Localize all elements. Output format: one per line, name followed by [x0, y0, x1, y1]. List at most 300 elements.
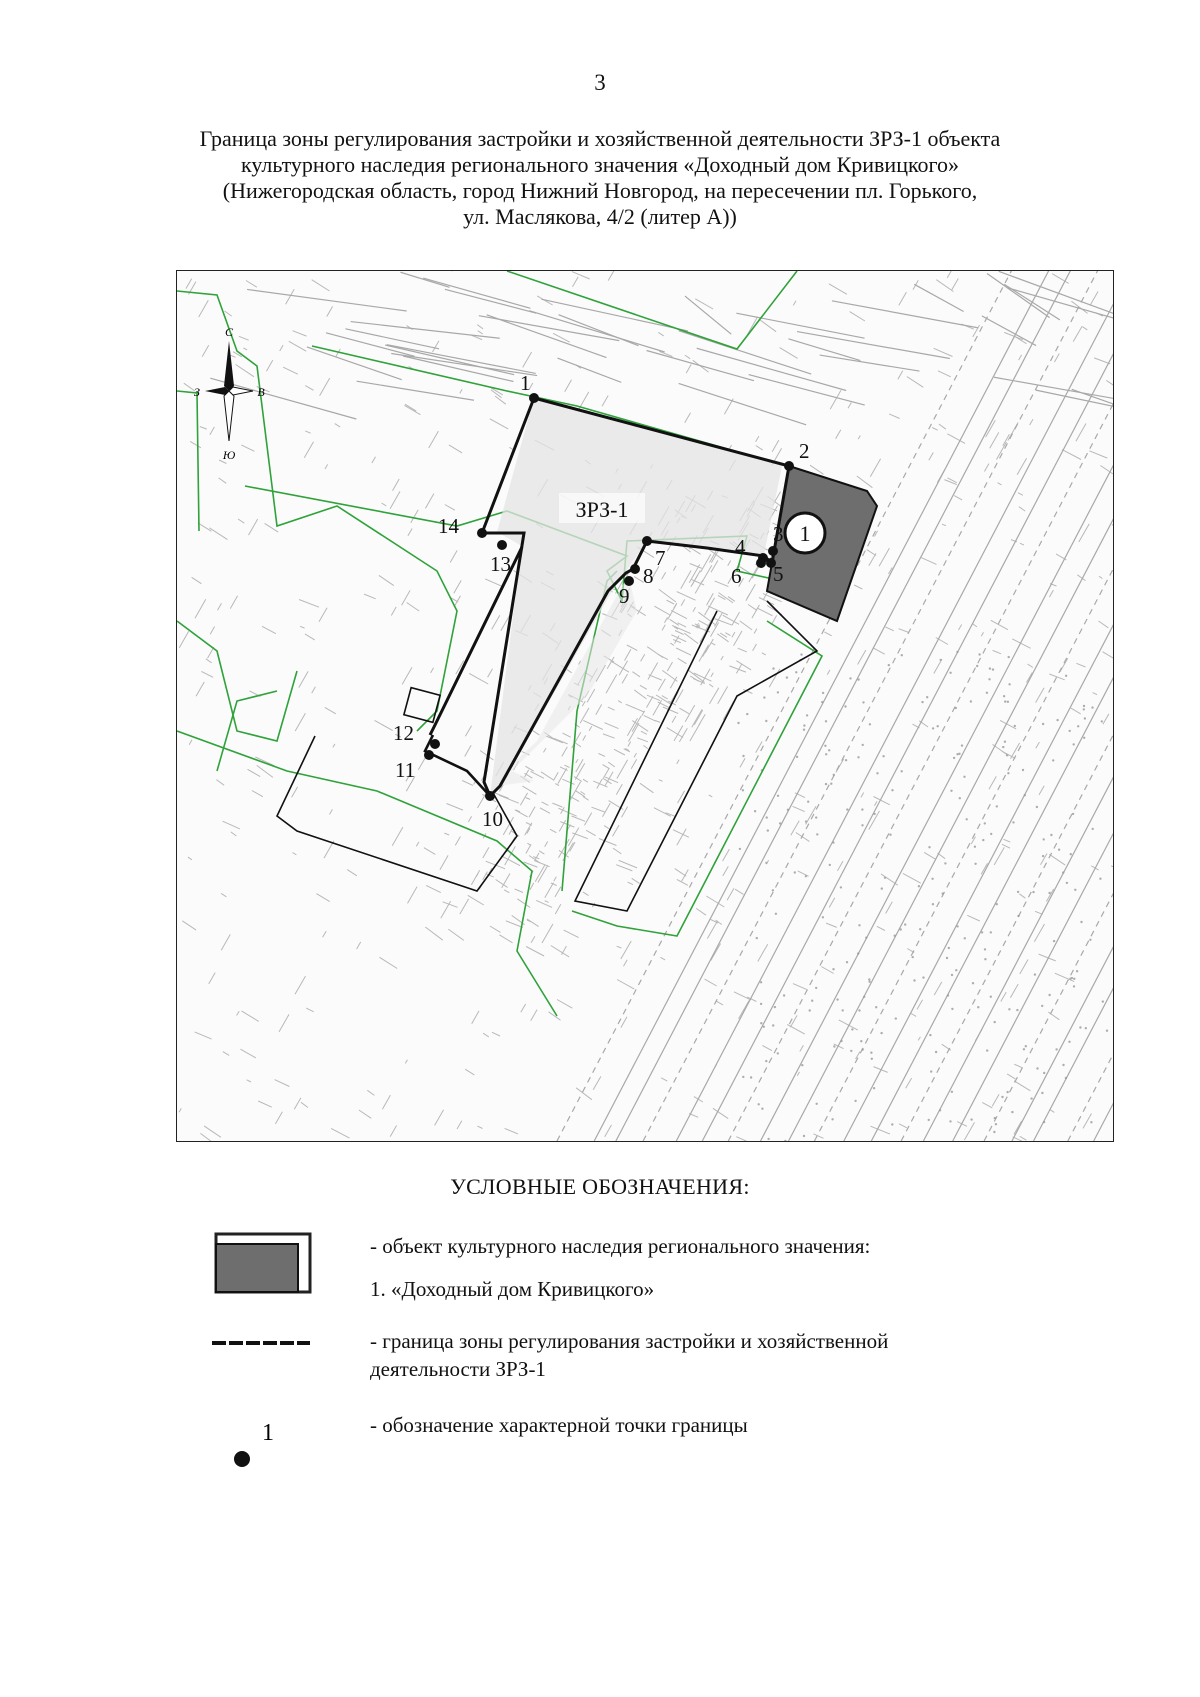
survey-stroke: [258, 1101, 272, 1107]
survey-stroke: [499, 935, 512, 943]
survey-stroke: [707, 593, 714, 605]
survey-stroke: [300, 626, 305, 628]
survey-stroke: [1039, 786, 1044, 795]
boundary-point-label: 3: [773, 522, 784, 546]
survey-dot: [977, 1006, 979, 1008]
survey-stroke: [1001, 992, 1006, 1001]
survey-stroke: [655, 606, 671, 615]
survey-stroke: [631, 759, 637, 769]
survey-stroke: [762, 653, 766, 655]
survey-stroke: [521, 1004, 526, 1012]
survey-stroke: [877, 926, 885, 930]
survey-dot: [1058, 849, 1060, 851]
survey-dot: [1089, 939, 1091, 941]
legend-line: деятельности ЗРЗ-1: [370, 1357, 546, 1381]
survey-dot: [832, 841, 834, 843]
survey-dot: [816, 833, 818, 835]
survey-stroke: [182, 921, 196, 930]
survey-dot: [1007, 701, 1009, 703]
survey-stroke: [405, 404, 416, 411]
survey-stroke: [416, 842, 419, 847]
survey-stroke: [1010, 984, 1018, 998]
survey-dot: [1001, 1096, 1003, 1098]
survey-stroke: [295, 713, 305, 731]
survey-stroke: [1019, 355, 1022, 360]
survey-dot: [1017, 915, 1019, 917]
survey-stroke: [599, 839, 617, 846]
survey-stroke: [179, 1108, 181, 1112]
survey-stroke: [910, 1013, 916, 1016]
survey-stroke: [667, 662, 672, 671]
survey-stroke: [1020, 543, 1024, 545]
survey-stroke: [465, 1069, 474, 1075]
survey-stroke: [223, 821, 240, 829]
boundary-point-label: 14: [438, 514, 459, 538]
survey-stroke: [540, 808, 550, 814]
survey-stroke: [565, 380, 572, 392]
survey-dot: [1053, 940, 1055, 942]
survey-dot: [974, 863, 976, 865]
survey-stroke: [209, 973, 216, 984]
survey-stroke: [643, 745, 647, 748]
survey-dot: [996, 903, 998, 905]
survey-stroke: [653, 700, 662, 715]
survey-stroke: [405, 1060, 407, 1064]
survey-dot: [1025, 1045, 1027, 1047]
survey-dot: [794, 871, 796, 873]
survey-dot: [842, 1009, 844, 1011]
survey-line: [541, 299, 687, 331]
survey-dot: [858, 1009, 860, 1011]
survey-dot: [805, 875, 807, 877]
survey-dot: [1085, 1027, 1087, 1029]
survey-stroke: [613, 825, 620, 836]
survey-dot: [1016, 1009, 1018, 1011]
survey-stroke: [559, 839, 570, 858]
survey-stroke: [1050, 854, 1066, 865]
survey-stroke: [640, 685, 647, 689]
survey-dot: [784, 1140, 786, 1141]
survey-dot: [953, 757, 955, 759]
survey-dot: [1043, 1121, 1045, 1123]
survey-stroke: [719, 593, 733, 603]
survey-stroke: [973, 624, 977, 627]
survey-stroke: [690, 564, 702, 569]
survey-dot: [1083, 737, 1085, 739]
object-number: 1: [799, 521, 811, 546]
survey-stroke: [1008, 423, 1018, 441]
survey-line: [445, 289, 536, 313]
survey-dot: [942, 892, 944, 894]
survey-dot: [1084, 717, 1086, 719]
survey-stroke: [718, 595, 726, 599]
survey-dot: [889, 834, 891, 836]
survey-dot: [742, 755, 744, 757]
legend-line: - обозначение характерной точки границы: [370, 1413, 748, 1437]
survey-dot: [1048, 892, 1050, 894]
survey-dot: [1006, 1091, 1008, 1093]
survey-dot: [766, 816, 768, 818]
survey-stroke: [921, 558, 936, 565]
survey-line: [914, 284, 963, 311]
survey-stroke: [557, 1000, 572, 1009]
survey-stroke: [546, 736, 563, 743]
survey-dot: [772, 889, 774, 891]
survey-stroke: [364, 594, 376, 599]
survey-stroke: [325, 707, 336, 713]
survey-stroke: [499, 795, 519, 803]
green-boundary: [177, 391, 199, 531]
survey-dot: [882, 755, 884, 757]
survey-stroke: [929, 453, 934, 461]
survey-stroke: [709, 684, 713, 687]
survey-dot: [760, 1022, 762, 1024]
survey-stroke: [659, 780, 663, 782]
survey-stroke: [485, 579, 504, 587]
survey-dot: [868, 981, 870, 983]
survey-dot: [984, 958, 986, 960]
survey-line: [400, 272, 449, 287]
survey-stroke: [286, 289, 295, 304]
survey-stroke: [392, 827, 403, 846]
survey-stroke: [625, 649, 631, 660]
survey-stroke: [981, 632, 983, 636]
zrz1-zone: [490, 398, 782, 796]
survey-dot: [1076, 970, 1078, 972]
survey-dot: [976, 665, 978, 667]
survey-stroke: [658, 679, 665, 691]
survey-dot: [816, 1103, 818, 1105]
survey-stroke: [705, 617, 714, 632]
survey-stroke: [617, 946, 622, 948]
survey-stroke: [959, 625, 962, 631]
survey-stroke: [583, 720, 603, 729]
survey-stroke: [231, 832, 237, 836]
survey-stroke: [223, 1052, 229, 1056]
survey-stroke: [196, 682, 204, 696]
survey-stroke: [530, 883, 534, 890]
survey-dot: [993, 1131, 995, 1133]
survey-dot: [880, 1032, 882, 1034]
survey-stroke: [201, 671, 213, 677]
survey-stroke: [626, 704, 644, 712]
survey-stroke: [402, 590, 411, 605]
survey-line: [391, 354, 537, 376]
survey-stroke: [390, 491, 400, 508]
survey-stroke: [1014, 1081, 1030, 1091]
survey-stroke: [359, 1110, 371, 1118]
survey-dot: [786, 676, 788, 678]
survey-dot: [1073, 978, 1075, 980]
survey-stroke: [772, 615, 777, 624]
survey-dot: [1083, 705, 1085, 707]
survey-stroke: [644, 715, 656, 721]
survey-stroke: [932, 428, 938, 431]
survey-stroke: [483, 1033, 489, 1037]
survey-stroke: [238, 519, 244, 523]
survey-stroke: [746, 584, 755, 601]
survey-stroke: [836, 430, 841, 439]
survey-stroke: [525, 766, 534, 771]
survey-stroke: [869, 553, 876, 565]
survey-stroke: [379, 575, 394, 585]
survey-stroke: [468, 895, 484, 905]
survey-stroke: [937, 470, 944, 483]
survey-stroke: [375, 720, 393, 730]
survey-stroke: [634, 690, 646, 699]
boundary-point: [430, 739, 440, 749]
survey-line: [797, 332, 950, 359]
survey-stroke: [898, 371, 903, 380]
survey-stroke: [797, 1072, 799, 1076]
survey-dot: [956, 753, 958, 755]
survey-stroke: [934, 348, 953, 356]
survey-stroke: [942, 1044, 951, 1050]
survey-stroke: [526, 947, 544, 957]
survey-dot: [935, 1051, 937, 1053]
boundary-point: [497, 540, 507, 550]
survey-line: [557, 358, 621, 382]
survey-stroke: [262, 626, 276, 633]
survey-line: [982, 316, 1036, 346]
survey-dot: [873, 1087, 875, 1089]
survey-stroke: [632, 716, 641, 732]
survey-dot: [861, 824, 863, 826]
survey-dot: [931, 878, 933, 880]
survey-stroke: [509, 447, 513, 449]
survey-dot: [772, 667, 774, 669]
survey-stroke: [787, 1025, 805, 1035]
survey-stroke: [477, 1126, 482, 1128]
survey-stroke: [1049, 590, 1053, 597]
survey-dot: [881, 887, 883, 889]
survey-dot: [912, 956, 914, 958]
survey-stroke: [677, 592, 696, 601]
survey-dot: [956, 651, 958, 653]
survey-dot: [992, 668, 994, 670]
boundary-point-label: 2: [799, 439, 810, 463]
survey-stroke: [447, 804, 464, 811]
survey-dot: [1068, 1041, 1070, 1043]
survey-dot: [1092, 828, 1094, 830]
survey-stroke: [796, 833, 810, 842]
survey-stroke: [634, 753, 637, 757]
survey-dot: [918, 885, 920, 887]
survey-stroke: [1062, 450, 1081, 460]
survey-stroke: [1089, 451, 1107, 458]
survey-stroke: [662, 696, 668, 699]
survey-stroke: [613, 848, 621, 854]
survey-stroke: [975, 1029, 982, 1041]
survey-stroke: [242, 1011, 259, 1022]
survey-stroke: [572, 272, 590, 279]
survey-stroke: [219, 478, 227, 483]
survey-stroke: [583, 779, 588, 782]
survey-stroke: [237, 1011, 240, 1015]
survey-dot: [946, 957, 948, 959]
survey-stroke: [472, 1011, 479, 1024]
survey-stroke: [551, 946, 569, 957]
survey-dot: [978, 653, 980, 655]
survey-stroke: [490, 926, 501, 932]
survey-stroke: [821, 967, 833, 974]
survey-stroke: [614, 749, 625, 755]
survey-line: [643, 271, 1113, 1141]
survey-dot: [990, 996, 992, 998]
survey-stroke: [492, 1032, 500, 1036]
survey-stroke: [924, 852, 935, 859]
survey-dot: [803, 724, 805, 726]
survey-stroke: [529, 807, 535, 818]
survey-stroke: [305, 386, 313, 391]
survey-stroke: [216, 780, 224, 786]
survey-dot: [840, 886, 842, 888]
survey-dot: [1041, 1005, 1043, 1007]
survey-stroke: [554, 877, 557, 881]
survey-dot: [944, 862, 946, 864]
survey-dot: [1055, 1048, 1057, 1050]
survey-stroke: [861, 793, 864, 798]
survey-stroke: [544, 748, 547, 752]
survey-dot: [739, 848, 741, 850]
survey-stroke: [660, 957, 665, 960]
title-line: (Нижегородская область, город Нижний Новгород, на пересечении пл. Горького,: [222, 178, 978, 203]
survey-dot: [1083, 708, 1085, 710]
survey-stroke: [678, 658, 687, 663]
survey-stroke: [455, 837, 460, 846]
survey-stroke: [545, 901, 549, 903]
map-canvas: [177, 271, 1113, 1141]
survey-dot: [1023, 1048, 1025, 1050]
survey-stroke: [677, 829, 686, 845]
survey-stroke: [247, 1080, 251, 1082]
survey-stroke: [1030, 419, 1033, 425]
survey-stroke: [605, 723, 619, 729]
survey-stroke: [460, 899, 469, 914]
survey-stroke: [562, 779, 574, 784]
survey-stroke: [858, 436, 860, 440]
survey-stroke: [504, 890, 509, 893]
survey-stroke: [647, 696, 654, 707]
survey-stroke: [357, 942, 361, 949]
survey-stroke: [408, 887, 418, 904]
survey-dot: [1099, 878, 1101, 880]
survey-dot: [860, 1040, 862, 1042]
survey-dot: [922, 976, 924, 978]
survey-stroke: [230, 596, 237, 609]
survey-stroke: [753, 644, 757, 651]
survey-line: [423, 278, 530, 308]
survey-dot: [828, 749, 830, 751]
survey-dot: [825, 753, 827, 755]
survey-dot: [857, 952, 859, 954]
survey-stroke: [1073, 326, 1082, 341]
survey-line: [385, 345, 514, 375]
survey-dot: [1002, 746, 1004, 748]
survey-dot: [1012, 821, 1014, 823]
survey-dot: [951, 1091, 953, 1093]
survey-stroke: [793, 301, 796, 306]
survey-dot: [803, 729, 805, 731]
survey-stroke: [793, 806, 805, 811]
survey-dot: [986, 692, 988, 694]
survey-stroke: [736, 661, 751, 670]
survey-dot: [815, 987, 817, 989]
survey-stroke: [553, 772, 558, 780]
survey-stroke: [619, 661, 627, 676]
survey-stroke: [754, 629, 757, 634]
survey-stroke: [936, 280, 953, 292]
survey-dot: [1065, 1077, 1067, 1079]
survey-stroke: [431, 668, 434, 673]
survey-stroke: [640, 783, 654, 793]
survey-stroke: [576, 759, 578, 763]
survey-dot: [994, 1021, 996, 1023]
survey-stroke: [628, 882, 633, 885]
survey-stroke: [501, 856, 520, 866]
survey-stroke: [539, 851, 544, 854]
survey-dot: [765, 862, 767, 864]
survey-stroke: [622, 807, 628, 818]
survey-stroke: [1076, 663, 1085, 667]
survey-stroke: [283, 367, 298, 374]
survey-stroke: [299, 671, 308, 687]
survey-stroke: [289, 341, 306, 351]
survey-stroke: [654, 808, 671, 817]
survey-stroke: [691, 571, 700, 587]
compass-south: Ю: [222, 448, 236, 462]
survey-dot: [863, 996, 865, 998]
boundary-point-label: 13: [490, 552, 511, 576]
survey-dot: [1052, 759, 1054, 761]
survey-dot: [1077, 725, 1079, 727]
survey-dot: [774, 1006, 776, 1008]
green-boundary: [217, 691, 277, 771]
survey-dot: [1066, 882, 1068, 884]
survey-dot: [767, 829, 769, 831]
survey-stroke: [515, 810, 528, 817]
boundary-point: [784, 461, 794, 471]
survey-dot: [921, 701, 923, 703]
survey-stroke: [752, 605, 760, 618]
survey-stroke: [740, 621, 752, 630]
survey-stroke: [684, 633, 698, 643]
survey-dot: [742, 789, 744, 791]
survey-stroke: [1111, 866, 1113, 869]
survey-stroke: [382, 1095, 390, 1109]
survey-stroke: [1020, 960, 1028, 975]
survey-stroke: [710, 688, 719, 704]
compass-west: З: [194, 385, 200, 399]
boundary-point: [424, 750, 434, 760]
survey-dot: [1062, 871, 1064, 873]
survey-stroke: [586, 830, 595, 835]
survey-stroke: [858, 650, 866, 664]
survey-dot: [928, 846, 930, 848]
survey-stroke: [604, 826, 609, 829]
survey-stroke: [305, 634, 315, 640]
boundary-point-label: 5: [773, 562, 784, 586]
survey-stroke: [408, 529, 412, 536]
survey-dot: [876, 772, 878, 774]
survey-dot: [1079, 1026, 1081, 1028]
survey-dot: [854, 1100, 856, 1102]
boundary-point-label: 9: [619, 584, 630, 608]
survey-stroke: [661, 1078, 667, 1081]
survey-stroke: [1090, 292, 1098, 306]
survey-line: [999, 271, 1113, 314]
survey-dot: [1048, 994, 1050, 996]
